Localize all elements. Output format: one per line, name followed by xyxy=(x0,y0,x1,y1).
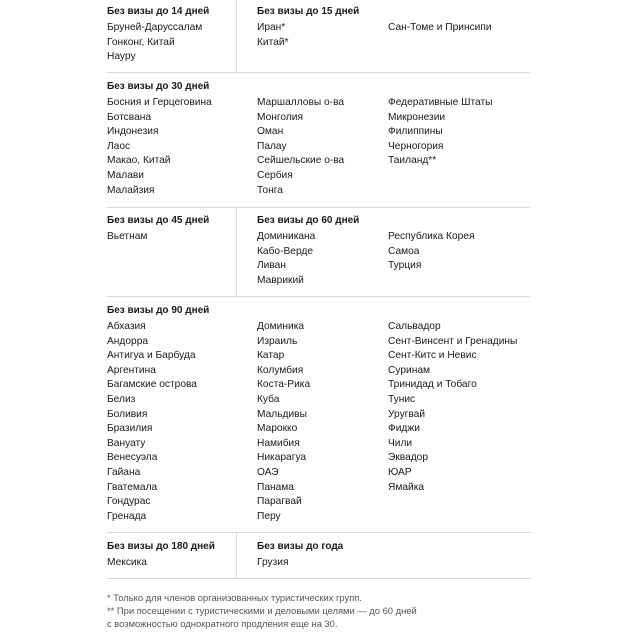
list-item: Марокко xyxy=(257,423,298,435)
list-item: Турция xyxy=(388,260,422,272)
list-item: Кабо-Верде xyxy=(257,245,313,257)
list-item: Эквадор xyxy=(388,452,429,464)
list-item: Ливан xyxy=(257,260,286,272)
country-list xyxy=(388,320,517,495)
list-item: Андорра xyxy=(107,335,149,347)
section-header: Без визы до 90 дней xyxy=(107,305,210,316)
section-header: Без визы до 45 дней xyxy=(107,215,210,226)
list-item: Перу xyxy=(257,510,281,522)
list-item: Никарагуа xyxy=(257,452,307,464)
country-list xyxy=(107,320,197,524)
list-item: ОАЭ xyxy=(257,466,279,478)
list-item: Намибия xyxy=(257,437,300,449)
list-item: Палау xyxy=(257,140,287,152)
list-item: Доминикана xyxy=(257,231,316,242)
list-item: Федеративные Штаты xyxy=(388,97,493,108)
list-item: Гайана xyxy=(107,466,141,478)
list-item: Мальдивы xyxy=(257,408,307,420)
list-item: Филиппины xyxy=(388,126,443,138)
section-divider xyxy=(107,532,531,533)
section-divider xyxy=(107,72,531,73)
list-item: Парагвай xyxy=(257,496,302,508)
list-item: Аргентина xyxy=(107,364,156,376)
list-item: Монголия xyxy=(257,111,303,123)
list-item: Панама xyxy=(257,481,294,493)
list-item: Тринидад и Тобаго xyxy=(388,379,477,391)
section-header: Без визы до 14 дней xyxy=(107,6,210,17)
list-item: Доминика xyxy=(257,321,305,332)
list-item: Багамские острова xyxy=(107,379,197,391)
section-header: Без визы до года xyxy=(257,541,344,552)
list-item: Сент-Китс и Невис xyxy=(388,350,477,362)
section-header: Без визы до 30 дней xyxy=(107,81,210,92)
list-item: Сальвадор xyxy=(388,321,441,332)
country-list xyxy=(107,96,212,198)
list-item: Куба xyxy=(257,393,280,405)
list-item: Бразилия xyxy=(107,423,153,435)
list-item: Сан-Томе и Принсипи xyxy=(388,22,492,33)
footnote: с возможностью однократного продления еще на 30. xyxy=(107,618,338,629)
footnote: ** При посещении с туристическими и деловыми целями — до 60 дней xyxy=(107,605,417,616)
list-item: Мексика xyxy=(107,557,147,568)
list-item: Чили xyxy=(388,437,413,449)
list-item: Ямайка xyxy=(388,481,425,493)
country-list xyxy=(257,230,315,288)
list-item: Гонконг, Китай xyxy=(107,36,175,48)
list-item: Микронезии xyxy=(388,111,446,123)
section-header: Без визы до 60 дней xyxy=(257,215,360,226)
country-list xyxy=(257,320,310,524)
country-list xyxy=(388,230,474,274)
list-item: Бруней-Даруссалам xyxy=(107,22,203,33)
section-divider xyxy=(107,578,531,579)
list-item: Гренада xyxy=(107,510,147,522)
list-item: Грузия xyxy=(257,557,289,568)
list-item: Маршалловы о-ва xyxy=(257,97,345,108)
list-item: Тунис xyxy=(388,393,416,405)
country-list xyxy=(388,96,492,169)
list-item: Израиль xyxy=(257,335,298,347)
country-list xyxy=(107,230,147,245)
list-item: Венесуэла xyxy=(107,452,158,464)
list-item: Китай* xyxy=(257,36,289,48)
list-item: Ботсвана xyxy=(107,111,152,123)
footnote: * Только для членов организованных туристических групп. xyxy=(107,592,362,603)
column-divider xyxy=(236,532,237,578)
list-item: Науру xyxy=(107,51,136,63)
list-item: Абхазия xyxy=(107,321,146,332)
list-item: Индонезия xyxy=(107,126,159,138)
list-item: Катар xyxy=(257,350,285,362)
country-list xyxy=(107,21,202,65)
list-item: Уругвай xyxy=(388,408,426,420)
list-item: Иран* xyxy=(257,22,286,33)
list-item: Суринам xyxy=(388,364,430,376)
list-item: Макао, Китай xyxy=(107,155,171,167)
country-list xyxy=(107,556,147,571)
country-list xyxy=(388,21,492,36)
list-item: Таиланд** xyxy=(388,155,437,167)
section-header: Без визы до 180 дней xyxy=(107,541,215,552)
list-item: Черногория xyxy=(388,140,444,152)
section-divider xyxy=(107,296,531,297)
list-item: Вануату xyxy=(107,437,146,449)
list-item: Тонга xyxy=(257,184,283,196)
list-item: Сент-Винсент и Гренадины xyxy=(388,335,518,347)
list-item: Гватемала xyxy=(107,481,158,493)
list-item: Гондурас xyxy=(107,496,151,508)
list-item: Сейшельские о-ва xyxy=(257,155,345,167)
list-item: Колумбия xyxy=(257,364,304,376)
section-divider xyxy=(107,207,531,208)
list-item: Малайзия xyxy=(107,184,155,196)
country-list xyxy=(257,556,288,571)
list-item: Антигуа и Барбуда xyxy=(107,350,196,362)
list-item: Сербия xyxy=(257,169,293,181)
list-item: Малави xyxy=(107,169,144,181)
column-divider xyxy=(236,0,237,72)
list-item: Самоа xyxy=(388,245,420,257)
list-item: Босния и Герцеговина xyxy=(107,97,212,108)
column-divider xyxy=(236,207,237,296)
list-item: Республика Корея xyxy=(388,231,475,242)
list-item: Белиз xyxy=(107,393,136,405)
list-item: Фиджи xyxy=(388,423,420,435)
section-header: Без визы до 15 дней xyxy=(257,6,360,17)
list-item: Вьетнам xyxy=(107,231,148,242)
list-item: Маврикий xyxy=(257,274,304,286)
country-list xyxy=(257,96,344,198)
list-item: Боливия xyxy=(107,408,148,420)
list-item: ЮАР xyxy=(388,466,412,478)
list-item: Коста-Рика xyxy=(257,379,311,391)
country-list xyxy=(257,21,289,50)
list-item: Лаос xyxy=(107,140,131,152)
list-item: Оман xyxy=(257,126,284,138)
